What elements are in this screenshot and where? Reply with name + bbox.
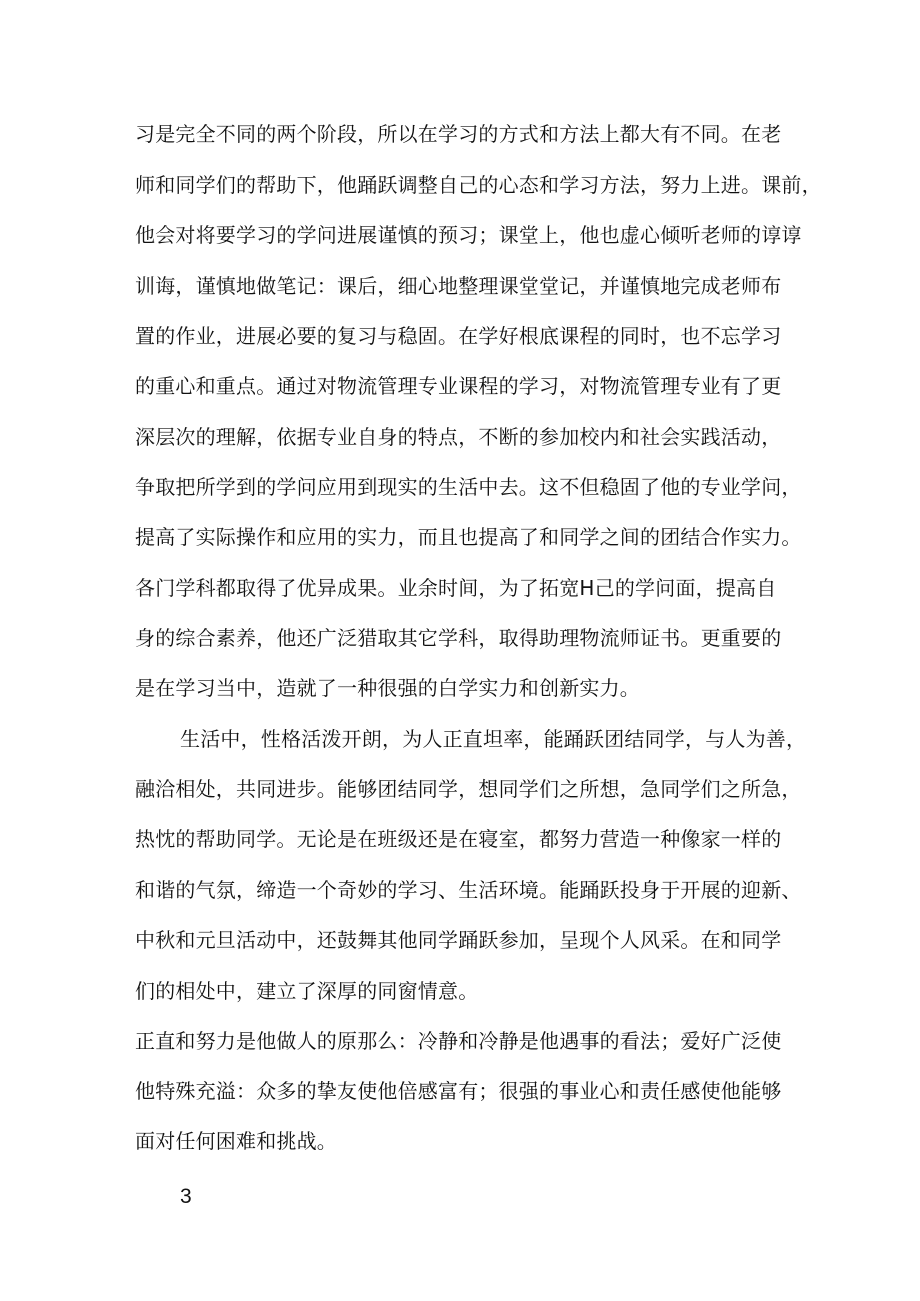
paragraph-2-line-6: 们的相处中，建立了深厚的同窗情意。 xyxy=(135,979,479,1003)
paragraph-2-line-3: 热忱的帮助同学。无论是在班级还是在寝室，都努力营造一种像家一样的 xyxy=(135,827,782,851)
paragraph-2-line-1: 生活中，性格活泼开朗，为人正直坦率，能踊跃团结同学，与人为善， xyxy=(180,727,807,751)
paragraph-2-line-5: 中秋和元旦活动中，还鼓舞其他同学踊跃参加，呈现个人风采。在和同学 xyxy=(135,928,782,952)
paragraph-1-line-1: 习是完全不同的两个阶段，所以在学习的方式和方法上都大有不同。在老 xyxy=(135,122,782,146)
page-number: 3 xyxy=(180,1185,192,1208)
paragraph-3-line-1: 正直和努力是他做人的原那么：冷静和冷静是他遇事的看法；爱好广泛使 xyxy=(135,1029,782,1053)
paragraph-2-line-2: 融洽相处，共同进步。能够团结同学，想同学们之所想，急同学们之所急， xyxy=(135,777,802,801)
paragraph-1-line-4: 训诲，谨慎地做笔记：课后，细心地整理课堂堂记，并谨慎地完成老师布 xyxy=(135,274,782,298)
paragraph-1-line-9: 提高了实际操作和应用的实力，而且也提高了和同学之间的团结合作实力。 xyxy=(135,525,802,549)
paragraph-1-line-5: 置的作业，进展必要的复习与稳固。在学好根底课程的同时，也不忘学习 xyxy=(135,324,782,348)
paragraph-1-line-7: 深层次的理解，依据专业自身的特点，不断的参加校内和社会实践活动， xyxy=(135,425,782,449)
paragraph-3-line-3: 面对任何困难和挑战。 xyxy=(135,1129,337,1153)
paragraph-3-line-2: 他特殊充溢：众多的挚友使他倍感富有；很强的事业心和责任感使他能够 xyxy=(135,1079,782,1103)
paragraph-1-line-10: 各门学科都取得了优异成果。业余时间，为了拓宽H己的学问面，提高自 xyxy=(135,576,777,600)
paragraph-1-line-12: 是在学习当中，造就了一种很强的白学实力和创新实力。 xyxy=(135,676,640,700)
paragraph-1-line-8: 争取把所学到的学问应用到现实的生活中去。这不但稳固了他的专业学问， xyxy=(135,475,802,499)
paragraph-1-line-11: 身的综合素养，他还广泛猎取其它学科，取得助理物流师证书。更重要的 xyxy=(135,626,782,650)
paragraph-1-line-6: 的重心和重点。通过对物流管理专业课程的学习，对物流管理专业有了更 xyxy=(135,374,782,398)
paragraph-1-line-2: 师和同学们的帮助下，他踊跃调整自己的心态和学习方法，努力上进。课前， xyxy=(135,173,822,197)
paragraph-2-line-4: 和谐的气氛，缔造一个奇妙的学习、生活环境。能踊跃投身于开展的迎新、 xyxy=(135,878,802,902)
paragraph-1-line-3: 他会对将要学习的学问进展谨慎的预习；课堂上，他也虚心倾听老师的谆谆 xyxy=(135,223,802,247)
